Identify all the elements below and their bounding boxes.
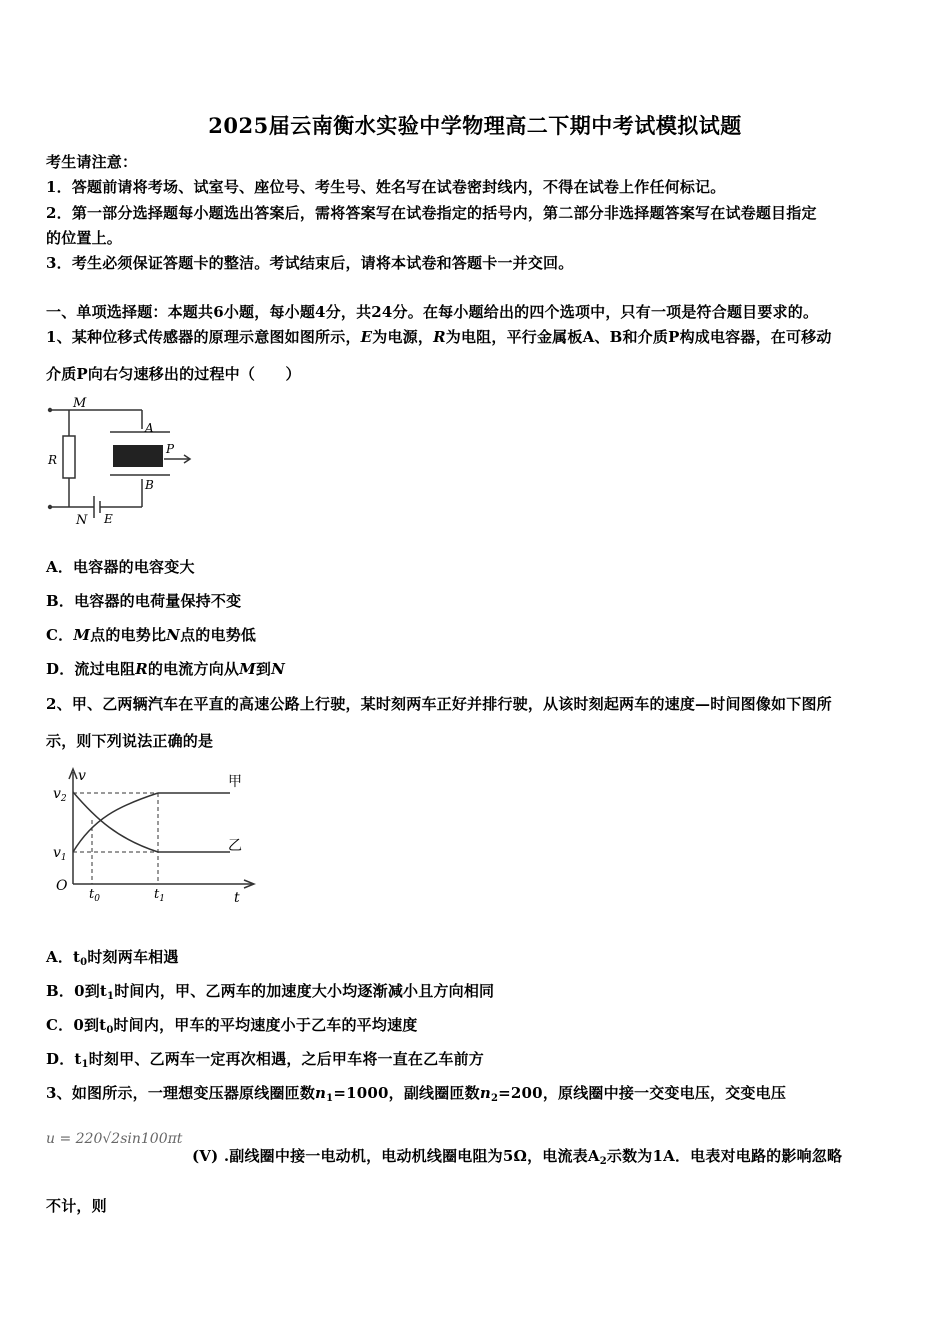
- label-b: B: [145, 478, 154, 492]
- notice-item: 3．考生必须保证答题卡的整洁。考试结束后，请将本试卷和答题卡一并交回。: [46, 254, 574, 272]
- legend-jia: 甲: [228, 774, 242, 790]
- label-p: P: [166, 442, 175, 456]
- q1-option-a: A．电容器的电容变大: [46, 558, 195, 576]
- label-n: N: [76, 513, 88, 526]
- notice-item: 1．答题前请将考场、试室号、座位号、考生号、姓名写在试卷密封线内，不得在试卷上作任何标记。: [46, 178, 726, 196]
- tick-t0: $t_0$: [89, 887, 100, 904]
- q3-stem-line1: 3、如图所示，一理想变压器原线圈匝数$n_1=1000$，副线圈匝数$n_2=200$，原线圈中接一交变电压，交变电压: [46, 1084, 787, 1104]
- page-title: 2025届云南衡水实验中学物理高二下期中考试模拟试题: [208, 113, 742, 138]
- q1-option-b: B．电容器的电荷量保持不变: [46, 592, 242, 610]
- axis-label-v: v: [78, 768, 86, 784]
- section-heading: 一、单项选择题：本题共6小题，每小题4分，共24分。在每小题给出的四个选项中，只有一项是符合题目要求的。: [46, 303, 819, 321]
- label-r: R: [48, 453, 58, 467]
- notice-item: 的位置上。: [46, 229, 123, 247]
- q3-stem-line2: (V) .副线圈中接一电动机，电动机线圈电阻为5Ω，电流表$A_2$示数为1A．电表对电路的影响忽略: [192, 1147, 843, 1167]
- legend-yi: 乙: [228, 838, 242, 854]
- q2-option-a: A．$t_0$时刻两车相遇: [46, 948, 179, 968]
- q2-option-b: B．0到$t_1$时间内，甲、乙两车的加速度大小均逐渐减小且方向相同: [46, 982, 495, 1002]
- velocity-time-graph: [48, 764, 264, 906]
- origin-label: O: [56, 878, 68, 894]
- q2-stem-line1: 2、甲、乙两辆汽车在平直的高速公路上行驶，某时刻两车正好并排行驶，从该时刻起两车的速度—时间图像如下图所: [46, 695, 832, 713]
- series-yi-curve: [73, 792, 158, 852]
- dielectric-p: [113, 445, 163, 467]
- notice-heading: 考生请注意：: [46, 153, 138, 171]
- voltage-formula: u = 220√2sin100πt: [46, 1131, 183, 1147]
- q2-option-c: C．0到$t_0$时间内，甲车的平均速度小于乙车的平均速度: [46, 1016, 418, 1036]
- notice-item: 2．第一部分选择题每小题选出答案后，需将答案写在试卷指定的括号内，第二部分非选择题答案写在试卷题目指定: [46, 204, 817, 222]
- q1-stem-line2: 介质P向右匀速移出的过程中（ ）: [46, 365, 301, 383]
- tick-t1: $t_1$: [154, 887, 165, 904]
- q3-stem-line3: 不计，则: [46, 1197, 107, 1215]
- q2-stem-line2: 示，则下列说法正确的是: [46, 732, 214, 750]
- label-a: A: [145, 421, 154, 435]
- axis-label-t: t: [234, 890, 240, 906]
- q1-option-c: C．M点的电势比N点的电势低: [46, 626, 257, 644]
- label-m: M: [73, 396, 87, 411]
- q1-option-d: D．流过电阻R的电流方向从M到N: [46, 660, 286, 678]
- q1-stem-line1: 1、某种位移式传感器的原理示意图如图所示，E为电源，R为电阻，平行金属板A、B和介质P构成电容器，在可移动: [46, 328, 832, 346]
- tick-v2: $v_2$: [53, 786, 67, 804]
- q2-option-d: D．$t_1$时刻甲、乙两车一定再次相遇，之后甲车将一直在乙车前方: [46, 1050, 484, 1070]
- series-jia-curve: [73, 793, 158, 852]
- tick-v1: $v_1$: [53, 845, 67, 863]
- capacitor-circuit-diagram: [44, 392, 204, 526]
- label-e: E: [104, 512, 113, 526]
